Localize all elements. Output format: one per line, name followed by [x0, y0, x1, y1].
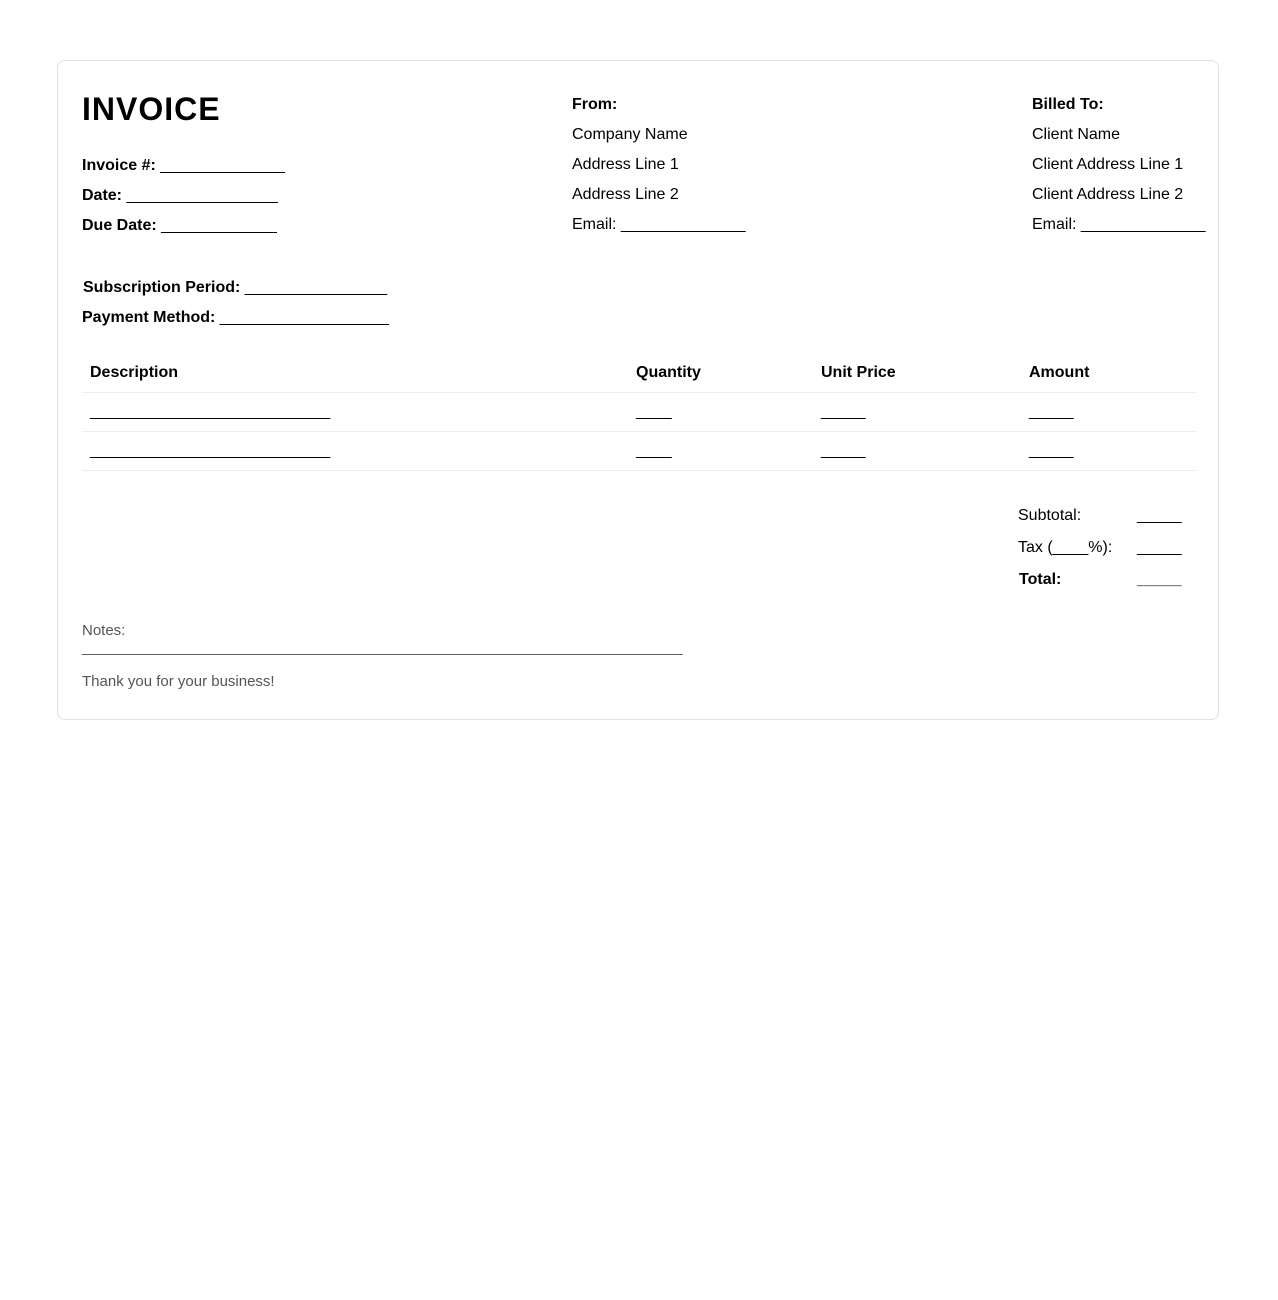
client-email[interactable]: Email: ______________ [1032, 216, 1206, 233]
billed-to-heading: Billed To: [1032, 96, 1104, 113]
row-1-amount[interactable]: _____ [1029, 403, 1074, 420]
from-company-name: Company Name [572, 126, 688, 143]
invoice-card [57, 60, 1219, 720]
invoice-number-field: Invoice #: ______________ [82, 157, 285, 174]
subscription-period-field: Subscription Period: ________________ [83, 279, 388, 296]
row-1-description[interactable]: ___________________________ [90, 403, 331, 420]
row-1-unit-price[interactable]: _____ [821, 403, 866, 420]
due-date-blank[interactable]: _____________ [161, 217, 277, 234]
payment-method-field: Payment Method: ___________________ [82, 309, 389, 326]
row-divider [82, 470, 1196, 471]
date-blank[interactable]: _________________ [126, 187, 278, 204]
total-value[interactable]: _____ [1137, 571, 1182, 588]
from-address-line-1: Address Line 1 [572, 156, 679, 173]
header-divider [82, 392, 1196, 393]
subtotal-label: Subtotal: [1018, 507, 1082, 524]
notes-label: Notes: [82, 622, 126, 639]
from-email[interactable]: Email: ______________ [572, 216, 746, 233]
col-description: Description [90, 364, 179, 381]
col-amount: Amount [1029, 364, 1090, 381]
tax-value[interactable]: _____ [1137, 539, 1182, 556]
total-label: Total: [1019, 571, 1062, 588]
row-2-quantity[interactable]: ____ [636, 442, 672, 459]
invoice-number-blank[interactable]: ______________ [160, 157, 285, 174]
client-address-line-2: Client Address Line 2 [1032, 186, 1184, 203]
row-2-amount[interactable]: _____ [1029, 442, 1074, 459]
from-address-line-2: Address Line 2 [572, 186, 679, 203]
notes-line[interactable]: ________________________________________________________________________ [82, 639, 683, 656]
row-2-description[interactable]: ___________________________ [90, 442, 331, 459]
row-2-unit-price[interactable]: _____ [821, 442, 866, 459]
client-name: Client Name [1032, 126, 1121, 143]
row-1-quantity[interactable]: ____ [636, 403, 672, 420]
thank-you-message: Thank you for your business! [82, 673, 275, 690]
from-heading: From: [572, 96, 618, 113]
subscription-period-blank[interactable]: ________________ [244, 279, 388, 296]
invoice-title: INVOICE [82, 91, 221, 127]
payment-method-blank[interactable]: ___________________ [219, 309, 389, 326]
row-divider [82, 431, 1196, 432]
subtotal-value[interactable]: _____ [1137, 507, 1182, 524]
due-date-field: Due Date: _____________ [82, 217, 277, 234]
client-address-line-1: Client Address Line 1 [1032, 156, 1184, 173]
tax-label: Tax (____%): [1018, 539, 1113, 556]
date-field: Date: _________________ [82, 187, 278, 204]
col-unit-price: Unit Price [821, 364, 896, 381]
col-quantity: Quantity [636, 364, 701, 381]
